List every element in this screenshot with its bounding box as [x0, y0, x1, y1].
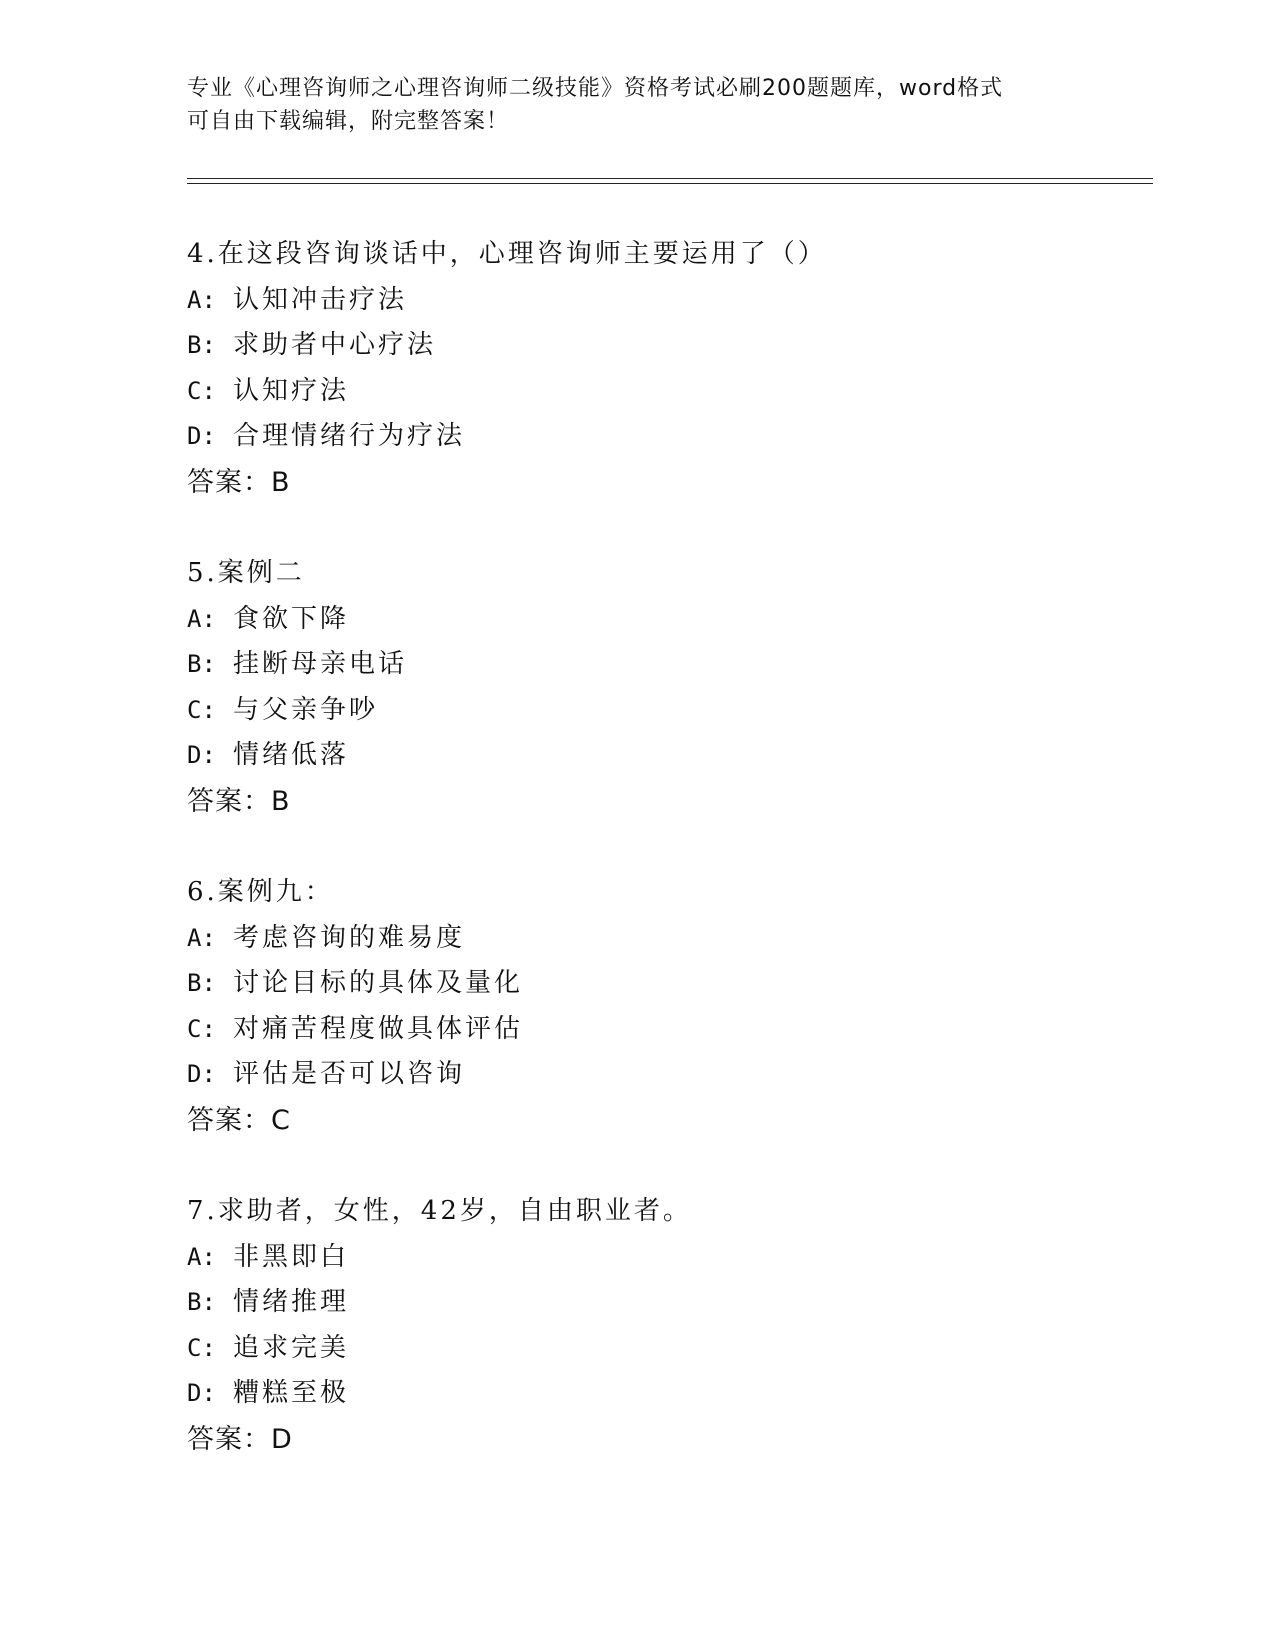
answer-line: 答案：C — [187, 1104, 291, 1136]
option-c — [187, 1007, 1087, 1053]
option-a — [187, 278, 1087, 324]
header-divider-top — [187, 178, 1153, 179]
option-letter: B: — [187, 1288, 216, 1316]
question-title: 5.案例二 — [187, 558, 305, 588]
option-a — [187, 1235, 1087, 1281]
option-d — [187, 1052, 1087, 1098]
option-text: 食欲下降 — [233, 603, 350, 634]
option-c — [187, 1326, 1087, 1372]
answer-line: 答案：D — [187, 1423, 293, 1455]
option-text: 认知冲击疗法 — [233, 284, 408, 315]
option-c — [187, 688, 1087, 734]
option-b — [187, 323, 1087, 369]
option-b — [187, 642, 1087, 688]
answer-line: 答案：B — [187, 466, 291, 498]
option-text: 非黑即白 — [233, 1241, 350, 1272]
header-divider-bottom — [187, 183, 1153, 184]
header-line-1: 专业《心理咨询师之心理咨询师二级技能》资格考试必刷200题题库，word格式 — [187, 76, 1004, 101]
option-letter: D: — [187, 422, 216, 450]
question-block — [187, 232, 1087, 505]
option-letter: C: — [187, 1333, 216, 1362]
option-text: 糟糕至极 — [233, 1378, 350, 1408]
option-letter: D: — [187, 1379, 216, 1407]
question-title: 4.在这段咨询谈话中，心理咨询师主要运用了（） — [187, 239, 827, 269]
header-line-2: 可自由下载编辑，附完整答案！ — [187, 109, 510, 134]
option-text: 合理情绪行为疗法 — [233, 421, 466, 451]
option-letter: D: — [187, 1060, 216, 1088]
answer-line: 答案：B — [187, 785, 291, 817]
question-title: 6.案例九： — [187, 877, 334, 907]
option-text: 与父亲争吵 — [233, 694, 379, 725]
option-text: 情绪低落 — [233, 740, 350, 770]
option-b — [187, 961, 1087, 1007]
option-a — [187, 916, 1087, 962]
option-text: 求助者中心疗法 — [233, 330, 437, 360]
option-letter: B: — [187, 331, 216, 359]
option-text: 挂断母亲电话 — [233, 649, 408, 679]
option-text: 情绪推理 — [233, 1287, 350, 1317]
option-letter: C: — [187, 1014, 216, 1043]
option-letter: B: — [187, 969, 216, 997]
question-block — [187, 870, 1087, 1143]
document-header — [187, 72, 1087, 138]
option-text: 考虑咨询的难易度 — [233, 922, 466, 953]
option-text: 讨论目标的具体及量化 — [233, 968, 524, 998]
option-text: 认知疗法 — [233, 375, 350, 406]
option-text: 评估是否可以咨询 — [233, 1059, 466, 1089]
option-letter: A: — [187, 1242, 216, 1271]
option-a — [187, 597, 1087, 643]
question-block — [187, 1189, 1087, 1462]
option-letter: A: — [187, 285, 216, 314]
option-text: 对痛苦程度做具体评估 — [233, 1013, 524, 1044]
option-letter: C: — [187, 695, 216, 724]
option-letter: B: — [187, 650, 216, 678]
option-letter: A: — [187, 604, 216, 633]
option-letter: D: — [187, 741, 216, 769]
option-letter: C: — [187, 376, 216, 405]
option-b — [187, 1280, 1087, 1326]
option-d — [187, 414, 1087, 460]
option-letter: A: — [187, 923, 216, 952]
option-d — [187, 733, 1087, 779]
option-text: 追求完美 — [233, 1332, 350, 1363]
option-d — [187, 1371, 1087, 1417]
question-block — [187, 551, 1087, 824]
question-title: 7.求助者，女性，42岁，自由职业者。 — [187, 1196, 692, 1226]
option-c — [187, 369, 1087, 415]
